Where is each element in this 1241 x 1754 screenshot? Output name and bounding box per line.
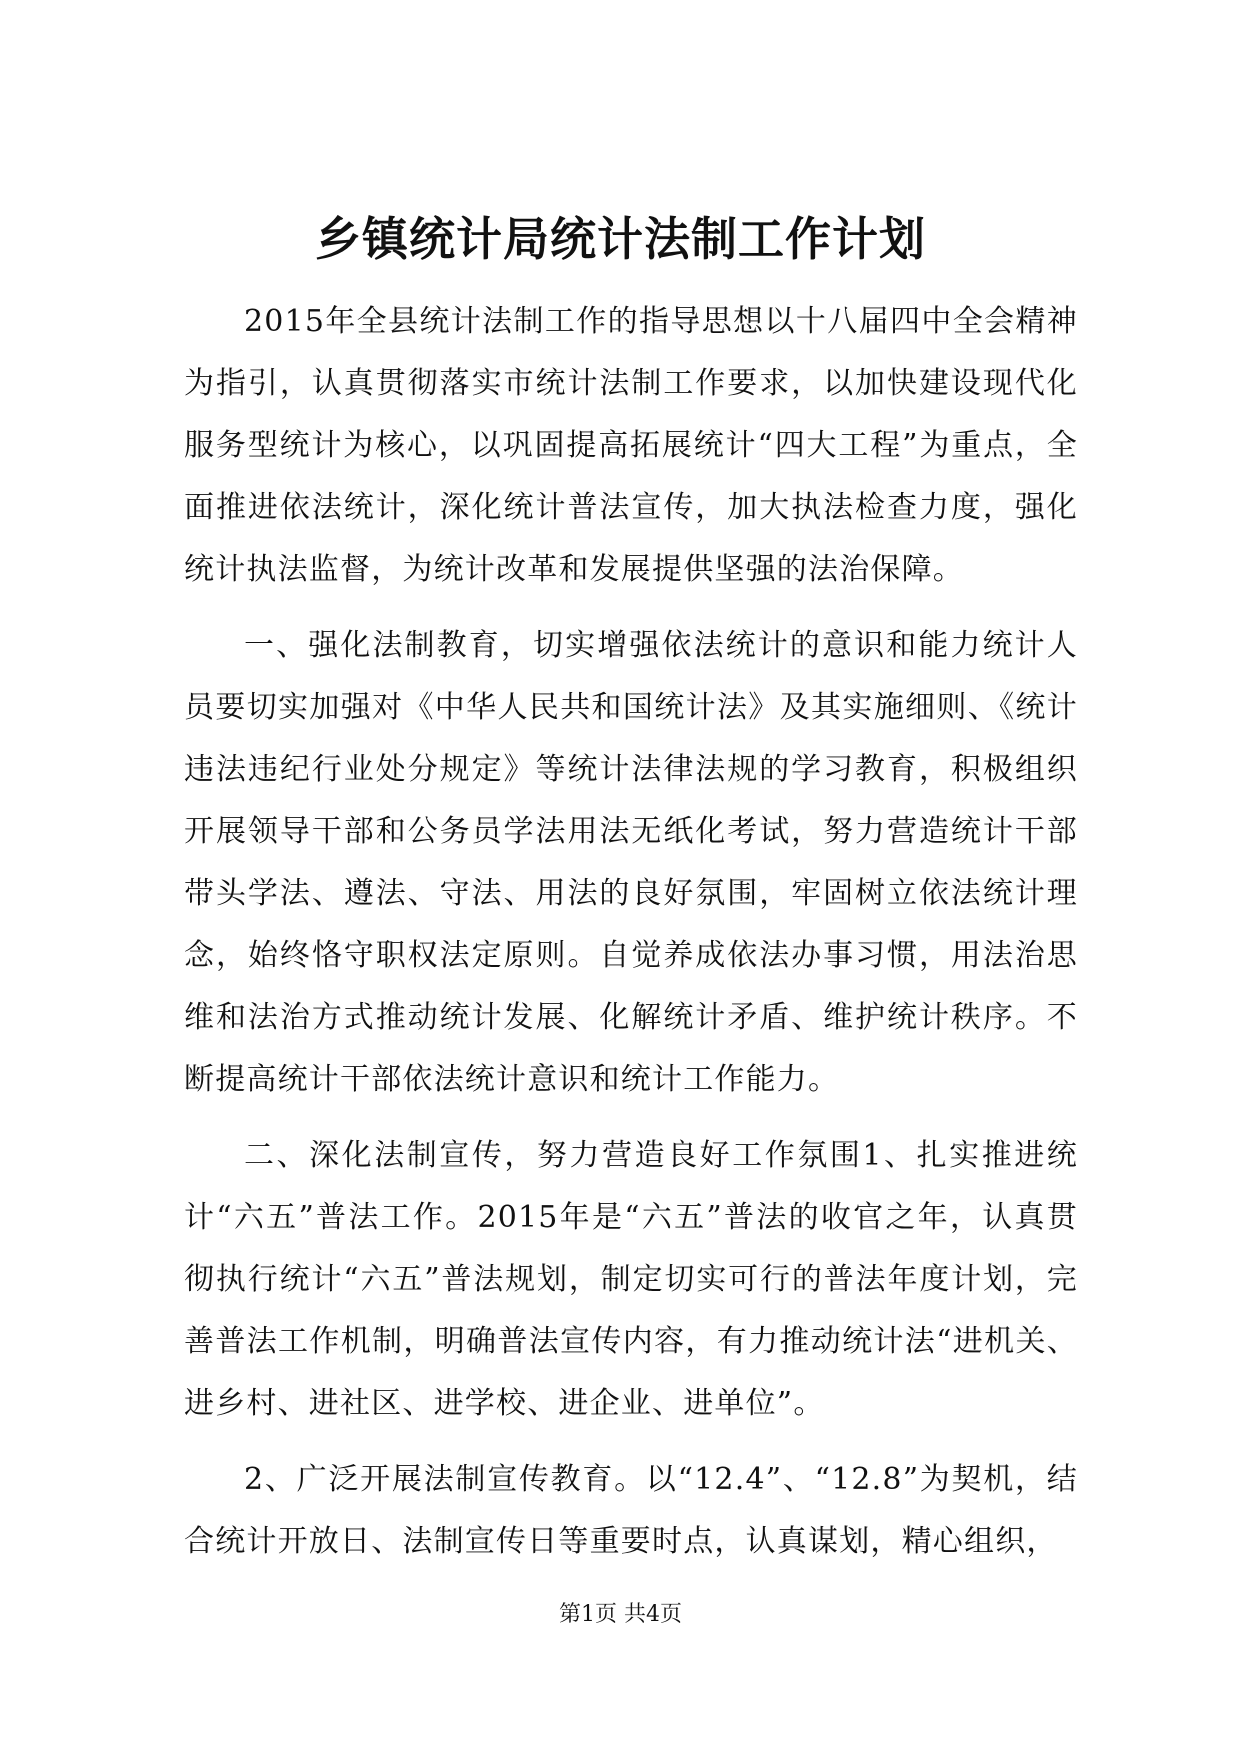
paragraph-section-1: 一、强化法制教育，切实增强依法统计的意识和能力统计人员要切实加强对《中华人民共和国统计法》及其实施细则、《统计违法违纪行业处分规定》等统计法律法规的学习教育，积极组织开展领导干部和公务员学法用法无纸化考试，努力营造统计干部带头学法、遵法、守法、用法的良好氛围，牢固树立依法统计理念，始终恪守职权法定原则。自觉养成依法办事习惯，用法治思维和法治方式推动统计发展、化解统计矛盾、维护统计秩序。不断提高统计干部依法统计意识和统计工作能力。 (184, 628, 1078, 1097)
paragraph-section-2-item-2: 2、广泛开展法制宣传教育。以“12.4”、“12.8”为契机，结合统计开放日、法制宣传日等重要时点，认真谋划，精心组织， (184, 1462, 1078, 1559)
paragraph-section-2: 二、深化法制宣传，努力营造良好工作氛围1、扎实推进统计“六五”普法工作。2015年是“六五”普法的收官之年，认真贯彻执行统计“六五”普法规划，制定切实可行的普法年度计划，完善普法工作机制，明确普法宣传内容，有力推动统计法“进机关、进乡村、进社区、进学校、进企业、进单位”。 (184, 1138, 1078, 1421)
page-number: 第1页 共4页 (559, 1602, 682, 1627)
document-body (184, 291, 1078, 1573)
paragraph-intro: 2015年全县统计法制工作的指导思想以十八届四中全会精神为指引，认真贯彻落实市统计法制工作要求，以加快建设现代化服务型统计为核心，以巩固提高拓展统计“四大工程”为重点，全面推进依法统计，深化统计普法宣传，加大执法检查力度，强化统计执法监督，为统计改革和发展提供坚强的法治保障。 (184, 304, 1078, 587)
document-title: 乡镇统计局统计法制工作计划 (315, 212, 926, 266)
